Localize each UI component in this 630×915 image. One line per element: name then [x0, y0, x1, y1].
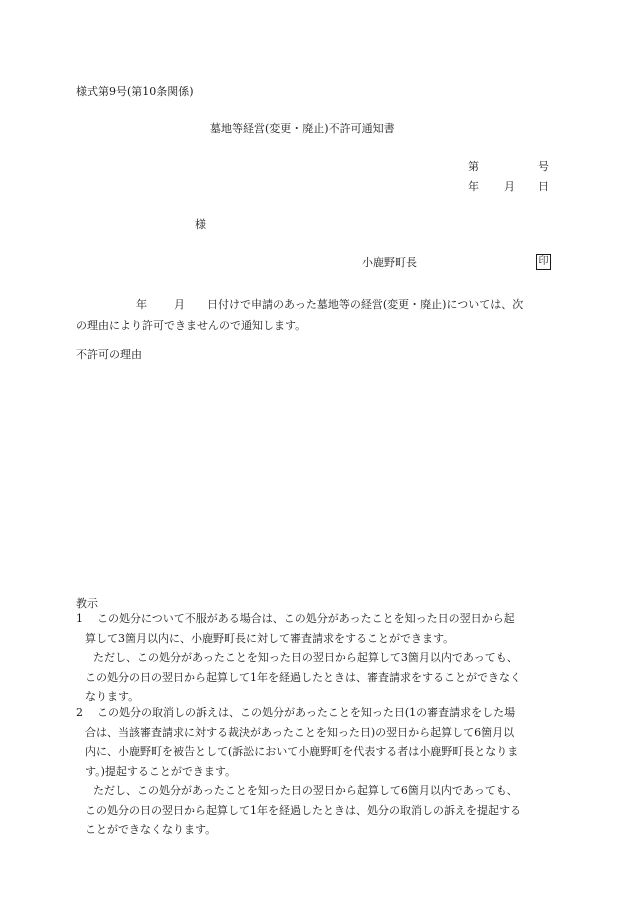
seal-stamp: [536, 254, 551, 270]
instruction-line: この処分の日の翌日から起算して1年を経過したときは、審査請求をすることができなく: [85, 670, 521, 684]
application-year-label: 年: [136, 298, 147, 311]
instruction-line: 内に、小鹿野町を被告として(訴訟において小鹿野町を代表する者は小鹿野町長となりま: [85, 745, 519, 758]
seal-label: 印: [538, 256, 549, 267]
instruction-line: ことができなくなります。: [85, 823, 217, 836]
notice-body-line-1: [76, 294, 550, 315]
instruction-line: 算して3箇月以内に、小鹿野町長に対して審査請求をすることができます。: [85, 631, 455, 645]
instruction-text: この処分の取消しの訴えは、この処分があったことを知った日(1の審査請求をした場: [97, 706, 516, 719]
instruction-line: 合は、当該審査請求に対する裁決があったことを知った日)の翌日から起算して6箇月以: [85, 725, 515, 739]
date-month-label: 月: [504, 180, 515, 193]
instruction-line: [76, 703, 551, 723]
form-number: 様式第9号(第10条関係): [76, 85, 194, 98]
instruction-line: [76, 609, 551, 629]
document-title: 墓地等経営(変更・廃止)不許可通知書: [210, 122, 395, 135]
instruction-line: なります。: [85, 690, 140, 703]
notice-body: [76, 294, 550, 336]
rejection-reason-label: 不許可の理由: [76, 348, 142, 361]
instruction-number: 2: [76, 706, 83, 719]
notice-body-line-2: の理由により許可できませんので通知します。: [76, 319, 307, 332]
addressee-honorific: 様: [195, 218, 206, 231]
instruction-line: す。)提起することができます。: [85, 764, 237, 778]
application-month-label: 月: [174, 298, 185, 311]
instruction-item-2: [76, 703, 551, 840]
document-number-suffix: 号: [538, 160, 549, 173]
document-number-prefix: 第: [468, 160, 479, 173]
instruction-item-1: [76, 609, 551, 707]
date-year-label: 年: [468, 180, 479, 193]
instruction-line: ただし、この処分があったことを知った日の翌日から起算して3箇月以内であっても、: [93, 651, 518, 664]
instruction-line: ただし、この処分があったことを知った日の翌日から起算して6箇月以内であっても、: [93, 784, 518, 797]
date-day-label: 日: [538, 180, 549, 193]
issuer-name: 小鹿野町長: [362, 256, 417, 269]
instruction-number: 1: [76, 612, 83, 625]
instruction-text: この処分について不服がある場合は、この処分があったことを知った日の翌日から起: [97, 612, 515, 625]
instruction-line: この処分の日の翌日から起算して1年を経過したときは、処分の取消しの訴えを提起する: [85, 803, 521, 817]
notice-body-line-1-text: 日付けで申請のあった墓地等の経営(変更・廃止)については、次: [207, 298, 524, 311]
instructions-title: 教示: [76, 597, 98, 610]
